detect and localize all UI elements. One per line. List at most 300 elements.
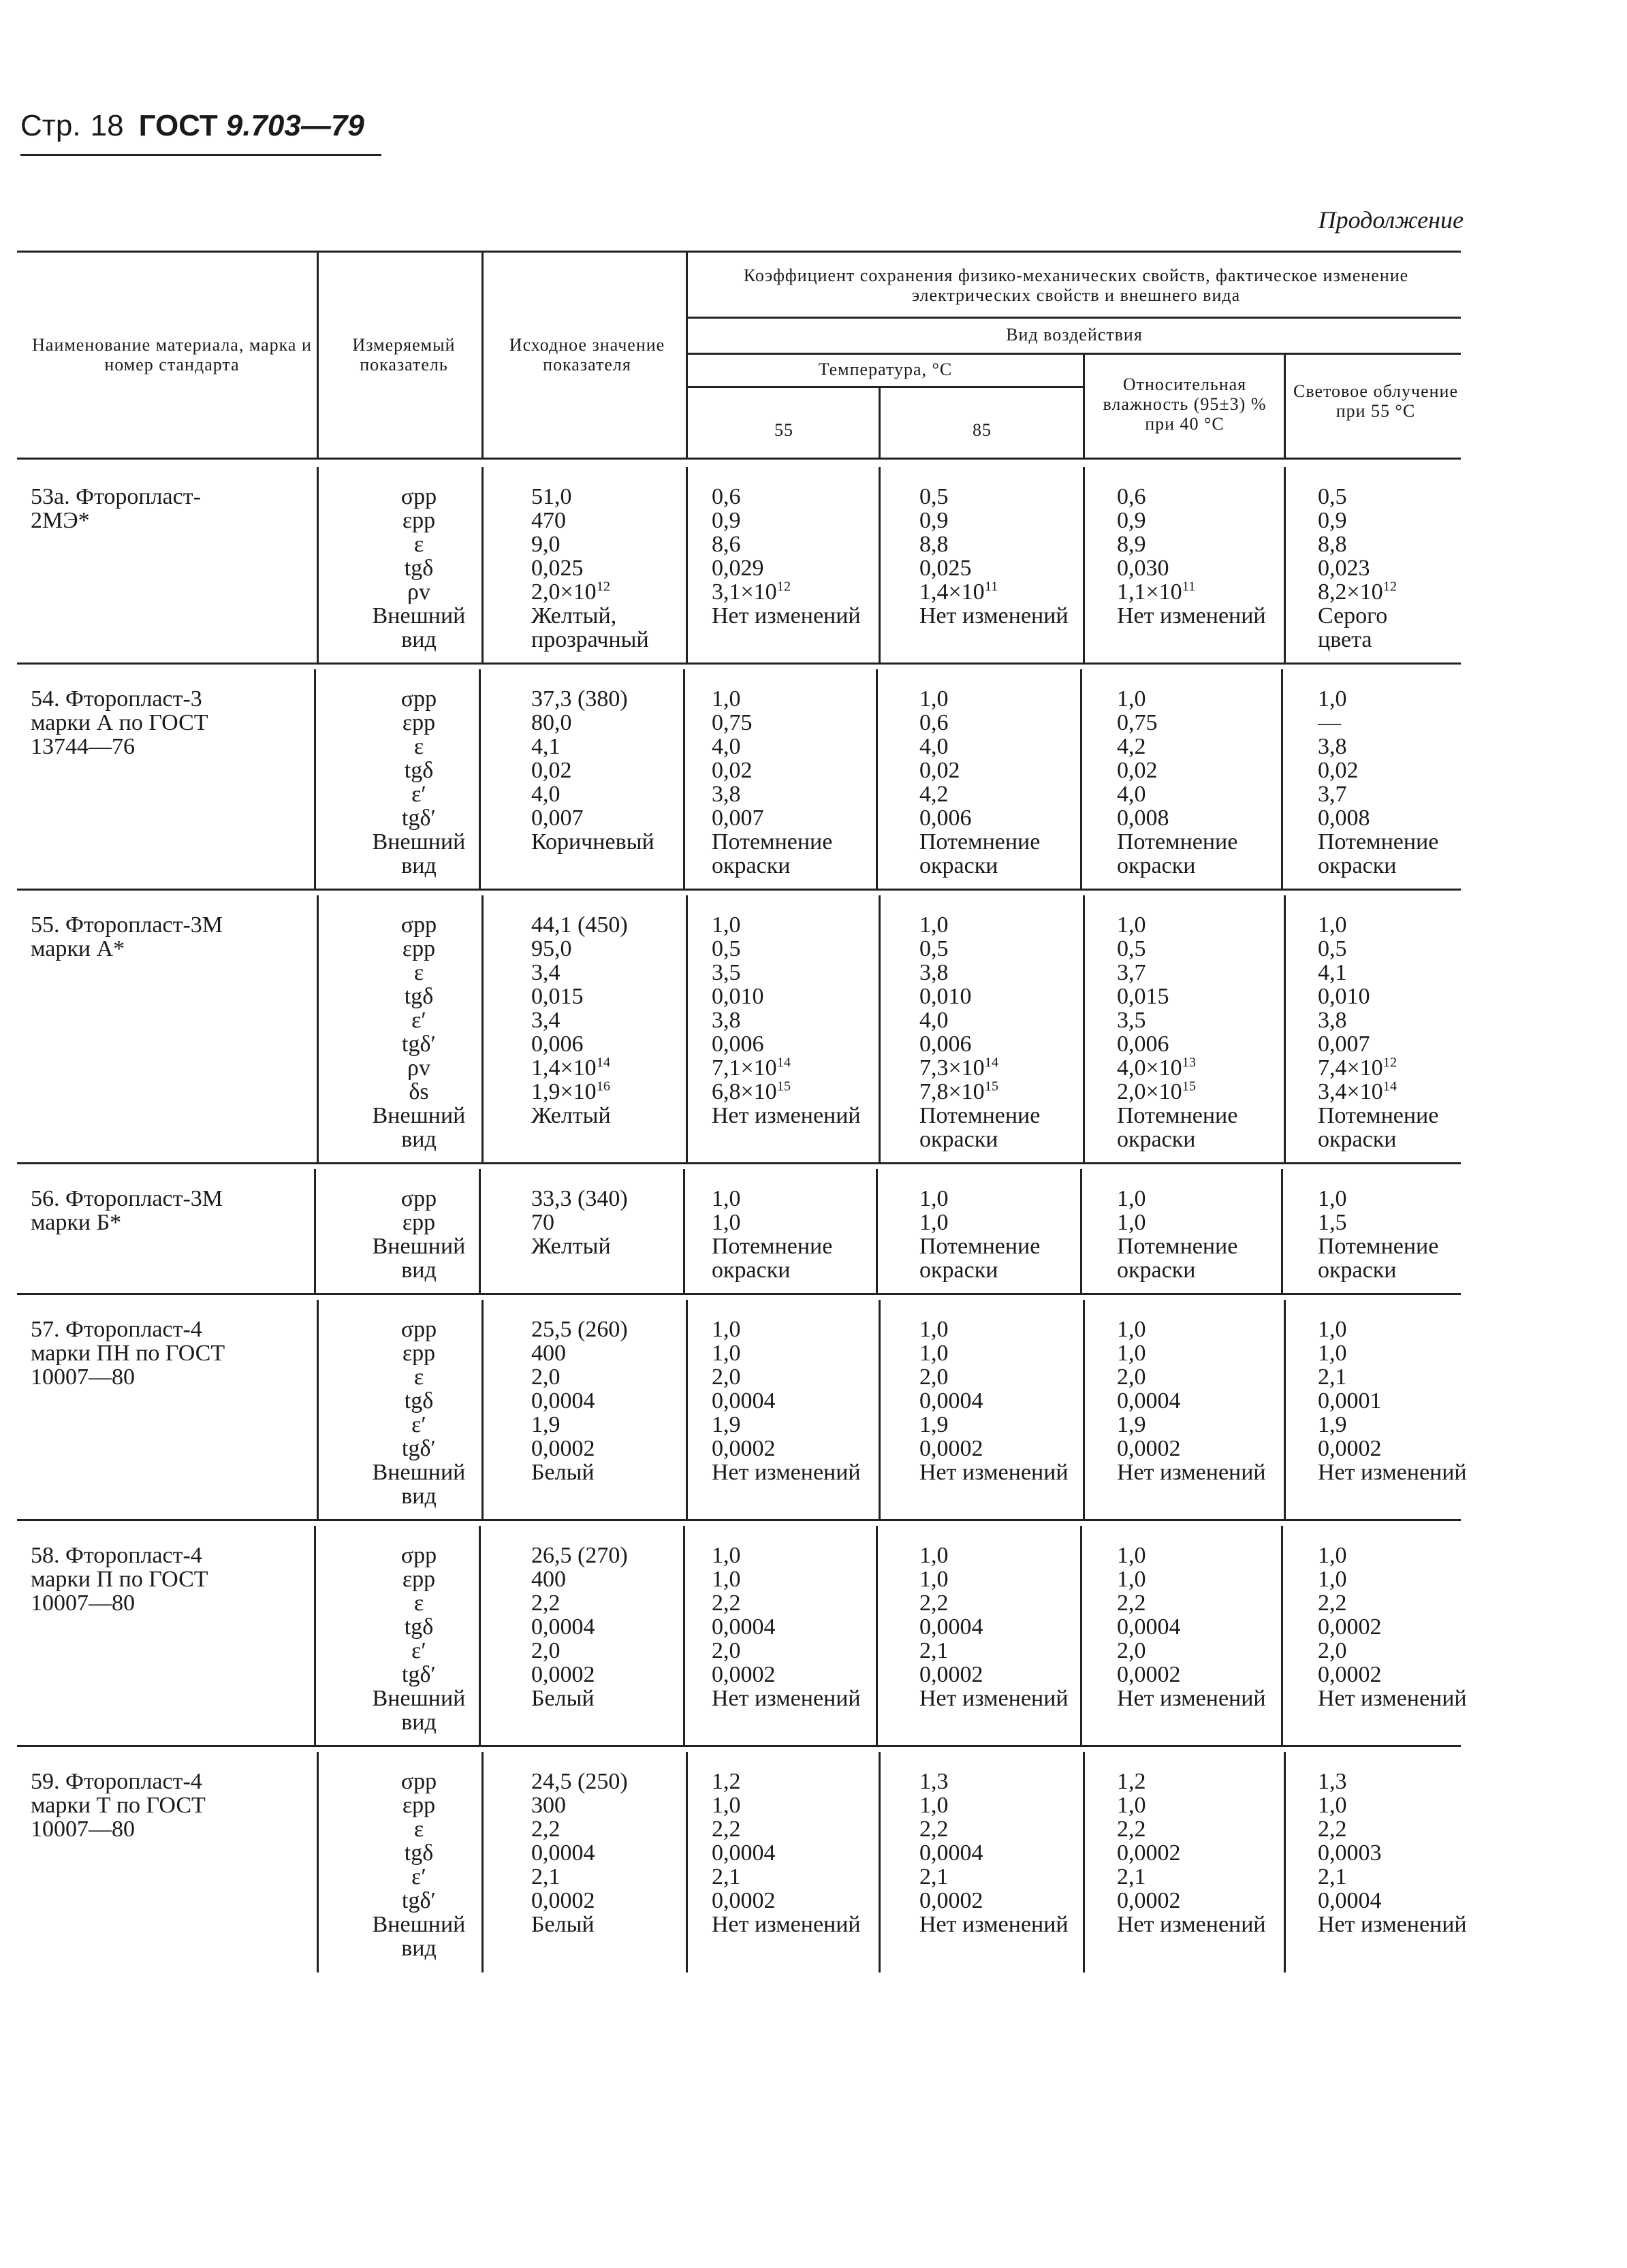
row-vline: [479, 669, 481, 890]
indicator-value: εрр: [402, 1567, 436, 1592]
temp-85-value: Нет изменений: [919, 603, 1069, 628]
row-vline: [686, 1752, 688, 1972]
temp-85-value: 2,2: [919, 1591, 949, 1616]
indicator-cell: [337, 485, 501, 652]
temperature-rule: [688, 386, 1083, 388]
material-name-line: 13744—76: [31, 734, 135, 759]
indicator-value: вид: [401, 1258, 437, 1283]
light-cell: [1287, 1544, 1491, 1710]
initial-value-value: 37,3 (380): [531, 686, 628, 712]
header-coef-group: Коэффициент сохранения физико-механических свойств, фактическое изменение электрических свойств и внешнего вида: [743, 266, 1409, 305]
initial-value-value: 0,006: [531, 1032, 584, 1057]
row-vline: [481, 467, 484, 664]
table-row: [17, 890, 1461, 1164]
initial-value-value: Белый: [531, 1460, 595, 1485]
temp-55-value: 8,6: [712, 532, 741, 557]
initial-value-value: 95,0: [531, 936, 572, 961]
indicator-value: σрр: [400, 1543, 437, 1568]
indicator-value: вид: [401, 1484, 437, 1509]
indicator-value: tgδ: [404, 1388, 434, 1413]
indicator-cell: [337, 1770, 501, 1960]
light-value: 2,2: [1318, 1817, 1347, 1842]
humidity-value: 0,0002: [1117, 1436, 1181, 1461]
temp-55-value: 2,0: [712, 1364, 741, 1390]
material-name-line: 54. Фторопласт-3: [31, 686, 202, 712]
temp-55-value: 0,0002: [712, 1662, 776, 1687]
header-indicator: Измеряемый показатель: [352, 335, 456, 374]
temp-55-value: 1,0: [712, 1543, 741, 1568]
temp-55-value: 0,010: [712, 984, 764, 1009]
temp-85-value: 3,8: [919, 960, 949, 985]
indicator-value: σрр: [400, 484, 437, 509]
humidity-value: 0,75: [1117, 710, 1158, 735]
temp-55-cell: [698, 1317, 906, 1484]
initial-value-value: 2,2: [531, 1591, 560, 1616]
initial-value-value: 2,1: [531, 1864, 560, 1889]
temp-85-value: 0,010: [919, 984, 972, 1009]
indicator-value: tgδ: [404, 1614, 434, 1640]
light-value: 1,0: [1318, 1793, 1347, 1818]
humidity-value: 2,2: [1117, 1817, 1146, 1842]
light-value: 1,0: [1318, 912, 1347, 938]
row-vline: [317, 1300, 319, 1520]
initial-value-value: 9,0: [531, 532, 560, 557]
humidity-value: 1,0: [1117, 1186, 1146, 1211]
indicator-cell: [337, 913, 501, 1151]
table-row: [17, 1746, 1467, 1972]
temp-55-value: 2,2: [712, 1591, 741, 1616]
humidity-value: 2,0: [1117, 1364, 1146, 1390]
material-name-line: 10007—80: [31, 1364, 135, 1390]
row-vline: [314, 1526, 316, 1746]
row-vline: [317, 895, 319, 1164]
light-value: Нет изменений: [1318, 1686, 1467, 1711]
initial-value-value: 24,5 (250): [531, 1769, 628, 1794]
humidity-value: окраски: [1117, 853, 1196, 878]
light-value: 0,5: [1318, 936, 1347, 961]
light-value: 0,02: [1318, 758, 1359, 783]
temp-85-value: 4,2: [919, 782, 949, 807]
temp-55-value: 2,0: [712, 1638, 741, 1663]
humidity-value: 0,5: [1117, 936, 1146, 961]
temp-85-value: 0,5: [919, 936, 949, 961]
temp-85-value: 1,0: [919, 1543, 949, 1568]
material-name-line: 56. Фторопласт-3М: [31, 1186, 223, 1211]
humidity-value: Нет изменений: [1117, 603, 1266, 628]
temp-55-cell: [698, 1187, 906, 1282]
temp-55-value: 4,0: [712, 734, 741, 759]
indicator-value: tgδ′: [402, 1032, 436, 1057]
humidity-value: 1,2: [1117, 1769, 1146, 1794]
indicator-value: tgδ: [404, 1840, 434, 1866]
header-vline-5: [1083, 353, 1085, 460]
material-name-cell: [17, 687, 303, 758]
row-vline: [686, 1300, 688, 1520]
light-value: —: [1318, 710, 1341, 735]
humidity-cell: [1090, 913, 1314, 1151]
indicator-value: Внешний: [372, 603, 466, 628]
indicator-value: ρv: [407, 1055, 430, 1081]
row-vline: [1080, 1169, 1082, 1294]
initial-value-value: 0,025: [531, 556, 584, 581]
light-value: 2,2: [1318, 1591, 1347, 1616]
humidity-value: 0,0002: [1117, 1840, 1181, 1866]
header-temperature: Температура, °C: [818, 360, 953, 379]
humidity-value: 3,7: [1117, 960, 1146, 985]
light-value: 0,0003: [1318, 1840, 1382, 1866]
humidity-value: Потемнение: [1117, 1234, 1238, 1259]
humidity-value: 0,02: [1117, 758, 1158, 783]
temp-85-cell: [892, 1187, 1117, 1282]
temp-85-value: окраски: [919, 1258, 998, 1283]
temp-55-value: $7,1\times 10^{14}$: [712, 1055, 791, 1081]
row-vline: [1284, 895, 1286, 1164]
temp-85-value: 0,02: [919, 758, 960, 783]
indicator-value: tgδ′: [402, 1662, 436, 1687]
row-vline: [479, 1169, 481, 1294]
temp-55-value: 1,0: [712, 1793, 741, 1818]
light-value: 3,8: [1318, 734, 1347, 759]
humidity-value: Нет изменений: [1117, 1686, 1266, 1711]
initial-value-value: 0,015: [531, 984, 584, 1009]
initial-value-value: 3,4: [531, 1008, 560, 1033]
initial-value-value: 2,0: [531, 1364, 560, 1390]
light-cell: [1287, 1770, 1491, 1936]
indicator-cell: [337, 1544, 501, 1734]
temp-85-value: 1,0: [919, 1793, 949, 1818]
light-value: 0,5: [1318, 484, 1347, 509]
temp-55-value: 1,0: [712, 686, 741, 712]
indicator-value: Внешний: [372, 1234, 466, 1259]
table-row: [17, 1520, 1467, 1746]
temp-55-value: Нет изменений: [712, 603, 861, 628]
row-vline: [879, 1300, 881, 1520]
row-vline: [1284, 1300, 1286, 1520]
row-vline: [1080, 1526, 1082, 1746]
temp-85-value: 1,0: [919, 1341, 949, 1366]
temp-85-value: 1,9: [919, 1412, 949, 1437]
initial-value-cell: [518, 1317, 708, 1484]
indicator-value: вид: [401, 1710, 437, 1735]
initial-value-value: 300: [531, 1793, 566, 1818]
initial-value-value: прозрачный: [531, 627, 649, 652]
temp-85-value: 8,8: [919, 532, 949, 557]
indicator-value: εрр: [402, 1341, 436, 1366]
row-vline: [683, 669, 685, 890]
indicator-value: ε′: [411, 1638, 426, 1663]
indicator-value: Внешний: [372, 1686, 466, 1711]
header-material: Наименование материала, марка и номер стандарта: [32, 335, 312, 374]
temp-55-value: 1,0: [712, 912, 741, 938]
indicator-value: tgδ: [404, 984, 434, 1009]
indicator-value: σрр: [400, 1186, 437, 1211]
row-vline: [1083, 895, 1085, 1164]
light-value: 4,1: [1318, 960, 1347, 985]
indicator-value: εрр: [402, 508, 436, 533]
temp-55-value: 1,0: [712, 1317, 741, 1342]
page-header-line: [20, 109, 388, 143]
impact-group-rule: [688, 317, 1461, 319]
light-value: 0,023: [1318, 556, 1370, 581]
indicator-value: ε: [413, 1591, 424, 1616]
humidity-value: 1,0: [1117, 1210, 1146, 1235]
indicator-value: εрр: [402, 710, 436, 735]
temp-85-value: $1,4\times 10^{11}$: [919, 579, 998, 605]
indicator-value: εрр: [402, 1210, 436, 1235]
light-value: окраски: [1318, 853, 1397, 878]
header-temp-55: 55: [774, 420, 793, 440]
material-name-line: 10007—80: [31, 1817, 135, 1842]
temp-85-value: 0,0002: [919, 1888, 983, 1913]
temp-55-value: 0,02: [712, 758, 753, 783]
initial-value-cell: [518, 1770, 708, 1936]
initial-value-value: 33,3 (340): [531, 1186, 628, 1211]
initial-value-cell: [518, 485, 708, 652]
humidity-value: 8,9: [1117, 532, 1146, 557]
temp-55-value: Нет изменений: [712, 1686, 861, 1711]
material-name-line: 10007—80: [31, 1591, 135, 1616]
indicator-value: Внешний: [372, 1103, 466, 1128]
light-value: Потемнение: [1318, 1103, 1439, 1128]
temp-55-cell: [698, 913, 906, 1128]
light-value: 1,0: [1318, 1317, 1347, 1342]
light-value: 0,0002: [1318, 1614, 1382, 1640]
temp-85-value: Нет изменений: [919, 1460, 1069, 1485]
temp-55-value: 0,0004: [712, 1614, 776, 1640]
humidity-value: 1,0: [1117, 1543, 1146, 1568]
continuation-label: Продолжение: [1318, 206, 1464, 234]
humidity-value: 0,015: [1117, 984, 1169, 1009]
initial-value-value: 0,0004: [531, 1614, 595, 1640]
humidity-cell: [1090, 1317, 1314, 1484]
humidity-value: 0,006: [1117, 1032, 1169, 1057]
table-row: [17, 1294, 1467, 1520]
initial-value-value: 0,007: [531, 805, 584, 831]
temp-85-value: Нет изменений: [919, 1912, 1069, 1937]
indicator-cell: [337, 687, 501, 878]
temp-55-value: 0,0002: [712, 1436, 776, 1461]
initial-value-cell: [518, 1187, 708, 1258]
temp-55-value: 0,0004: [712, 1388, 776, 1413]
temp-55-value: Потемнение: [712, 1234, 833, 1259]
humidity-value: 1,0: [1117, 1317, 1146, 1342]
humidity-value: 0,0002: [1117, 1662, 1181, 1687]
material-name-cell: [17, 1187, 303, 1234]
indicator-value: ε′: [411, 1864, 426, 1889]
indicator-value: tgδ′: [402, 805, 436, 831]
light-value: 8,8: [1318, 532, 1347, 557]
row-vline: [686, 467, 688, 664]
light-value: 2,1: [1318, 1364, 1347, 1390]
temp-55-cell: [698, 1770, 906, 1936]
row-vline: [683, 1169, 685, 1294]
light-cell: [1287, 687, 1491, 878]
light-cell: [1287, 913, 1491, 1151]
initial-value-value: 4,1: [531, 734, 560, 759]
standard-title: [139, 109, 364, 143]
material-name-line: 58. Фторопласт-4: [31, 1543, 202, 1568]
light-value: 2,0: [1318, 1638, 1347, 1663]
indicator-value: ρv: [407, 579, 430, 605]
material-name-cell: [17, 485, 303, 532]
temp-55-value: 0,9: [712, 508, 741, 533]
row-vline: [683, 1526, 685, 1746]
temp-55-value: 1,9: [712, 1412, 741, 1437]
light-value: Нет изменений: [1318, 1460, 1467, 1485]
row-vline: [1284, 1752, 1286, 1972]
row-vline: [1284, 467, 1286, 664]
temp-55-value: 0,0004: [712, 1840, 776, 1866]
temp-55-value: 1,2: [712, 1769, 741, 1794]
light-value: 0,008: [1318, 805, 1370, 831]
humidity-value: Потемнение: [1117, 829, 1238, 855]
initial-value-value: 470: [531, 508, 566, 533]
row-vline: [1083, 1752, 1085, 1972]
row-vline: [317, 467, 319, 664]
indicator-cell: [337, 1317, 501, 1508]
initial-value-value: 0,0002: [531, 1888, 595, 1913]
initial-value-value: $1,9\times 10^{16}$: [531, 1079, 611, 1104]
indicator-value: Внешний: [372, 829, 466, 855]
indicator-value: ε′: [411, 1008, 426, 1033]
initial-value-value: 2,2: [531, 1817, 560, 1842]
standard-code: 9.703—79: [225, 109, 364, 142]
temp-85-value: 0,0004: [919, 1388, 983, 1413]
initial-value-value: 2,0: [531, 1638, 560, 1663]
initial-value-value: 0,02: [531, 758, 572, 783]
humidity-value: 0,0002: [1117, 1888, 1181, 1913]
indicator-cell: [337, 1187, 501, 1282]
row-vline: [1080, 669, 1082, 890]
table-row: [17, 664, 1461, 890]
header-vline-6: [1284, 353, 1286, 460]
initial-value-value: 44,1 (450): [531, 912, 628, 938]
light-value: Серого: [1318, 603, 1388, 628]
temp-55-value: Нет изменений: [712, 1460, 861, 1485]
temp-85-value: 2,1: [919, 1864, 949, 1889]
light-cell: [1287, 485, 1491, 652]
light-value: $3,4\times 10^{14}$: [1318, 1079, 1397, 1104]
temp-85-value: 0,0004: [919, 1614, 983, 1640]
humidity-value: 4,2: [1117, 734, 1146, 759]
header-vline-1: [317, 251, 319, 460]
humidity-value: 2,0: [1117, 1638, 1146, 1663]
temp-55-value: 1,0: [712, 1210, 741, 1235]
temp-55-cell: [698, 687, 906, 878]
light-value: окраски: [1318, 1127, 1397, 1152]
indicator-value: σрр: [400, 686, 437, 712]
light-value: Потемнение: [1318, 829, 1439, 855]
temp-55-value: 0,007: [712, 805, 764, 831]
temp-85-value: Нет изменений: [919, 1686, 1069, 1711]
temp-55-value: 3,8: [712, 1008, 741, 1033]
humidity-value: 0,9: [1117, 508, 1146, 533]
temp-85-value: 2,0: [919, 1364, 949, 1390]
light-value: 3,7: [1318, 782, 1347, 807]
indicator-value: вид: [401, 1936, 437, 1961]
material-name-line: марки Т по ГОСТ: [31, 1793, 206, 1818]
material-name-line: 57. Фторопласт-4: [31, 1317, 202, 1342]
table-row: [17, 1164, 1461, 1294]
row-vline: [314, 669, 316, 890]
header-vline-2: [481, 251, 484, 460]
indicator-value: Внешний: [372, 1912, 466, 1937]
light-value: 2,1: [1318, 1864, 1347, 1889]
initial-value-value: Коричневый: [531, 829, 654, 855]
material-name-line: марки П по ГОСТ: [31, 1567, 208, 1592]
temp-85-value: 2,2: [919, 1817, 949, 1842]
temp-55-value: 0,75: [712, 710, 753, 735]
row-vline: [879, 895, 881, 1164]
light-value: $8,2\times 10^{12}$: [1318, 579, 1397, 605]
standard-name: ГОСТ: [138, 109, 218, 142]
initial-value-value: 70: [531, 1210, 554, 1235]
humidity-cell: [1090, 485, 1314, 628]
initial-value-value: Желтый,: [531, 603, 617, 628]
light-value: 1,0: [1318, 686, 1347, 712]
light-value: 0,9: [1318, 508, 1347, 533]
temp-55-value: Нет изменений: [712, 1103, 861, 1128]
row-vline: [686, 895, 688, 1164]
initial-value-value: 51,0: [531, 484, 572, 509]
temp-85-value: 0,025: [919, 556, 972, 581]
temp-55-value: 0,5: [712, 936, 741, 961]
temp-55-value: 0,6: [712, 484, 741, 509]
temp-85-value: 1,0: [919, 1186, 949, 1211]
temp-85-value: окраски: [919, 853, 998, 878]
indicator-value: σрр: [400, 1769, 437, 1794]
temp-85-value: 4,0: [919, 1008, 949, 1033]
light-value: 3,8: [1318, 1008, 1347, 1033]
light-value: 1,0: [1318, 1543, 1347, 1568]
initial-value-value: 1,9: [531, 1412, 560, 1437]
temp-55-value: окраски: [712, 1258, 791, 1283]
humidity-value: 1,0: [1117, 912, 1146, 938]
temp-85-value: 0,5: [919, 484, 949, 509]
humidity-value: Нет изменений: [1117, 1460, 1266, 1485]
light-value: Потемнение: [1318, 1234, 1439, 1259]
impact-type-rule: [688, 353, 1461, 355]
material-name-cell: [17, 1770, 303, 1841]
indicator-value: ε: [413, 1817, 424, 1842]
indicator-value: ε: [413, 532, 424, 557]
row-vline: [481, 1752, 484, 1972]
light-value: 1,0: [1318, 1567, 1347, 1592]
temp-85-value: 0,0002: [919, 1662, 983, 1687]
temp-55-value: Потемнение: [712, 829, 833, 855]
light-value: 0,0001: [1318, 1388, 1382, 1413]
row-vline: [1281, 1526, 1283, 1746]
light-value: 0,0004: [1318, 1888, 1382, 1913]
initial-value-cell: [518, 687, 708, 854]
page-number: 18: [90, 109, 124, 142]
humidity-value: 1,9: [1117, 1412, 1146, 1437]
temp-85-value: 1,0: [919, 686, 949, 712]
light-value: 1,0: [1318, 1186, 1347, 1211]
humidity-value: окраски: [1117, 1258, 1196, 1283]
row-vline: [1083, 1300, 1085, 1520]
row-vline: [1281, 669, 1283, 890]
temp-55-cell: [698, 1544, 906, 1710]
light-cell: [1287, 1317, 1491, 1484]
row-vline: [876, 1526, 878, 1746]
temp-85-cell: [892, 687, 1117, 878]
row-vline: [879, 467, 881, 664]
humidity-value: $2,0\times 10^{15}$: [1117, 1079, 1197, 1104]
initial-value-cell: [518, 913, 708, 1128]
row-vline: [481, 1300, 484, 1520]
temp-85-value: 0,006: [919, 805, 972, 831]
